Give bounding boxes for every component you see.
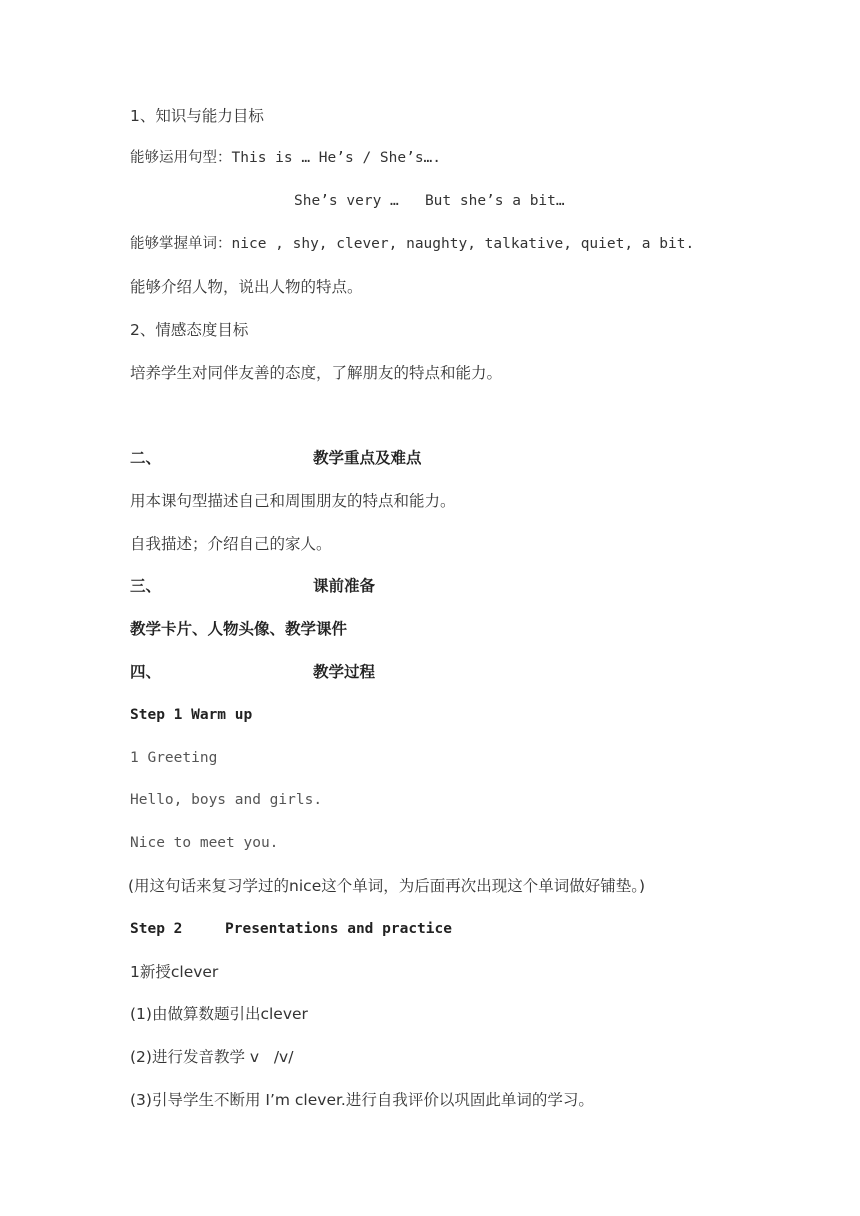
attitude-line: 培养学生对同伴友善的态度，了解朋友的特点和能力。 <box>130 364 503 382</box>
procedure-item-2: (2)进行发音教学 v /v/ <box>130 1048 294 1066</box>
objective-2-heading: 2、情感态度目标 <box>130 321 249 339</box>
step-1-heading: Step 1 Warm up <box>130 707 253 723</box>
section-4-title: 教学过程 <box>313 663 376 681</box>
section-4-number: 四、 <box>130 663 162 681</box>
step-2-title: Presentations and practice <box>225 921 452 937</box>
nice-line: Nice to meet you. <box>130 835 279 851</box>
procedure-item-3: (3)引导学生不断用 I’m clever.进行自我评价以巩固此单词的学习。 <box>130 1091 594 1109</box>
greeting-line: 1 Greeting <box>130 750 218 766</box>
sentence-pattern-line: 能够运用句型：This is … He’s / She’s…. <box>130 150 442 166</box>
note-line: (用这句话来复习学过的nice这个单词，为后面再次出现这个单词做好铺垫。) <box>128 877 646 895</box>
step-2-number: Step 2 <box>130 921 183 937</box>
section-2-number: 二、 <box>130 449 162 467</box>
introduce-people-line: 能够介绍人物，说出人物的特点。 <box>130 278 363 296</box>
section-3-number: 三、 <box>130 577 162 595</box>
new-word-line: 1新授clever <box>130 963 219 981</box>
section-3-title: 课前准备 <box>313 577 376 595</box>
materials-line: 教学卡片、人物头像、教学课件 <box>130 620 348 638</box>
vocabulary-line: 能够掌握单词：nice , shy, clever, naughty, talkative, quiet, a bit. <box>130 236 695 252</box>
objective-1-heading: 1、知识与能力目标 <box>130 107 264 125</box>
section-2-title: 教学重点及难点 <box>313 449 422 467</box>
key-points-line-2: 自我描述；介绍自己的家人。 <box>130 535 332 553</box>
hello-line: Hello, boys and girls. <box>130 792 323 808</box>
key-points-line-1: 用本课句型描述自己和周围朋友的特点和能力。 <box>130 492 456 510</box>
procedure-item-1: (1)由做算数题引出clever <box>130 1005 308 1023</box>
sentence-pattern-line-2: She’s very … But she’s a bit… <box>294 193 565 209</box>
